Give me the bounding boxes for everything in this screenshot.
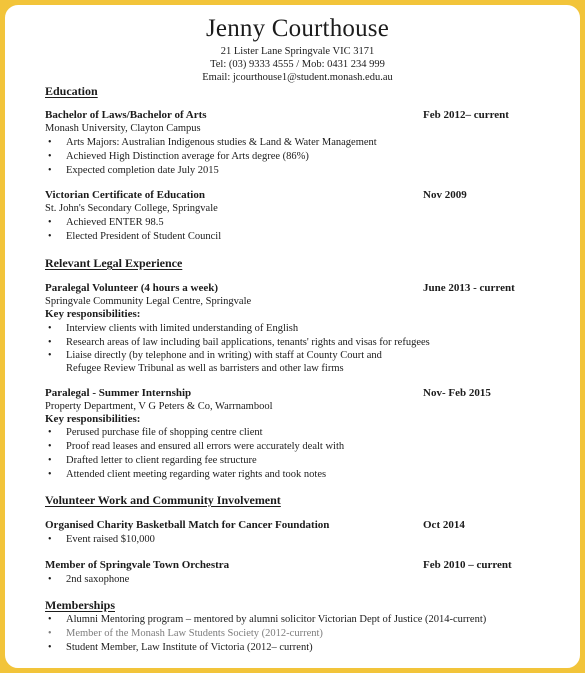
degree-title: Bachelor of Laws/Bachelor of Arts (45, 109, 207, 121)
job1-title: Paralegal Volunteer (4 hours a week) (45, 282, 219, 294)
job2-bullet-1: Perused purchase file of shopping centre client (66, 427, 263, 438)
bullet: • (48, 534, 52, 545)
job1-date: June 2013 - current (423, 282, 515, 294)
degree-bullet-3: Expected completion date July 2015 (66, 165, 219, 176)
vce-bullet-1: Achieved ENTER 98.5 (66, 217, 164, 228)
section-education-title: Education (45, 84, 98, 98)
bullet: • (48, 165, 52, 176)
job1-bullet-2: Research areas of law including bail applications, tenants' rights and visas for refugees (66, 337, 430, 348)
job1-bullet-3: Liaise directly (by telephone and in writing) with staff at County Court and (66, 350, 382, 361)
job2-bullet-2: Proof read leases and ensured all errors were accurately dealt with (66, 441, 345, 452)
bullet: • (48, 323, 52, 334)
bullet: • (48, 137, 52, 148)
job2-date: Nov- Feb 2015 (423, 387, 491, 399)
bullet: • (48, 427, 52, 438)
job2-bullet-4: Attended client meeting regarding water rights and took notes (66, 469, 327, 480)
bullet: • (48, 469, 52, 480)
membership-bullet-1: Alumni Mentoring program – mentored by alumni solicitor Victorian Dept of Justice (2014-current) (66, 614, 487, 625)
degree-bullet-1: Arts Majors: Australian Indigenous studies & Land & Water Management (66, 137, 377, 148)
bullet: • (48, 151, 52, 162)
vce-date: Nov 2009 (423, 189, 467, 201)
resume-name: Jenny Courthouse (205, 15, 390, 42)
volunteer1-title: Organised Charity Basketball Match for Cancer Foundation (45, 519, 330, 531)
bullet: • (48, 441, 52, 452)
job1-org: Springvale Community Legal Centre, Springvale (45, 296, 252, 307)
section-volunteer-title: Volunteer Work and Community Involvement (45, 493, 281, 507)
section-experience-title: Relevant Legal Experience (45, 256, 183, 270)
address-line: 21 Lister Lane Springvale VIC 3171 (220, 46, 375, 57)
job2-bullet-3: Drafted letter to client regarding fee structure (66, 455, 257, 466)
job1-bullet-3-continuation: Refugee Review Tribunal as well as barristers and other law firms (66, 363, 344, 374)
resume-page (5, 5, 580, 668)
volunteer2-title: Member of Springvale Town Orchestra (45, 559, 230, 571)
section-memberships-title: Memberships (45, 598, 115, 612)
bullet: • (48, 337, 52, 348)
bullet: • (48, 642, 52, 653)
phone-line: Tel: (03) 9333 4555 / Mob: 0431 234 999 (210, 59, 385, 70)
volunteer1-bullet-1: Event raised $10,000 (66, 534, 155, 545)
bullet: • (48, 350, 52, 361)
bullet: • (48, 628, 52, 639)
vce-title: Victorian Certificate of Education (45, 189, 205, 201)
volunteer2-date: Feb 2010 – current (423, 559, 512, 571)
degree-bullet-2: Achieved High Distinction average for Arts degree (86%) (66, 151, 309, 162)
bullet: • (48, 614, 52, 625)
volunteer2-bullet-1: 2nd saxophone (66, 574, 130, 585)
degree-institution: Monash University, Clayton Campus (45, 123, 201, 134)
bullet: • (48, 231, 52, 242)
job2-org: Property Department, V G Peters & Co, Warrnambool (45, 401, 273, 412)
membership-bullet-3: Student Member, Law Institute of Victoria (2012– current) (66, 642, 313, 653)
job2-title: Paralegal - Summer Internship (45, 387, 192, 399)
job1-bullet-1: Interview clients with limited understanding of English (66, 323, 299, 334)
vce-bullet-2: Elected President of Student Council (66, 231, 222, 242)
degree-date: Feb 2012– current (423, 109, 509, 121)
bullet: • (48, 574, 52, 585)
membership-bullet-2: Member of the Monash Law Students Society (2012-current) (66, 628, 323, 639)
job1-responsibilities-label: Key responsibilities: (45, 308, 141, 320)
volunteer1-date: Oct 2014 (423, 519, 465, 531)
bullet: • (48, 455, 52, 466)
bullet: • (48, 217, 52, 228)
vce-institution: St. John's Secondary College, Springvale (45, 203, 218, 214)
job2-responsibilities-label: Key responsibilities: (45, 413, 141, 425)
email-line: Email: jcourthouse1@student.monash.edu.au (202, 72, 393, 83)
